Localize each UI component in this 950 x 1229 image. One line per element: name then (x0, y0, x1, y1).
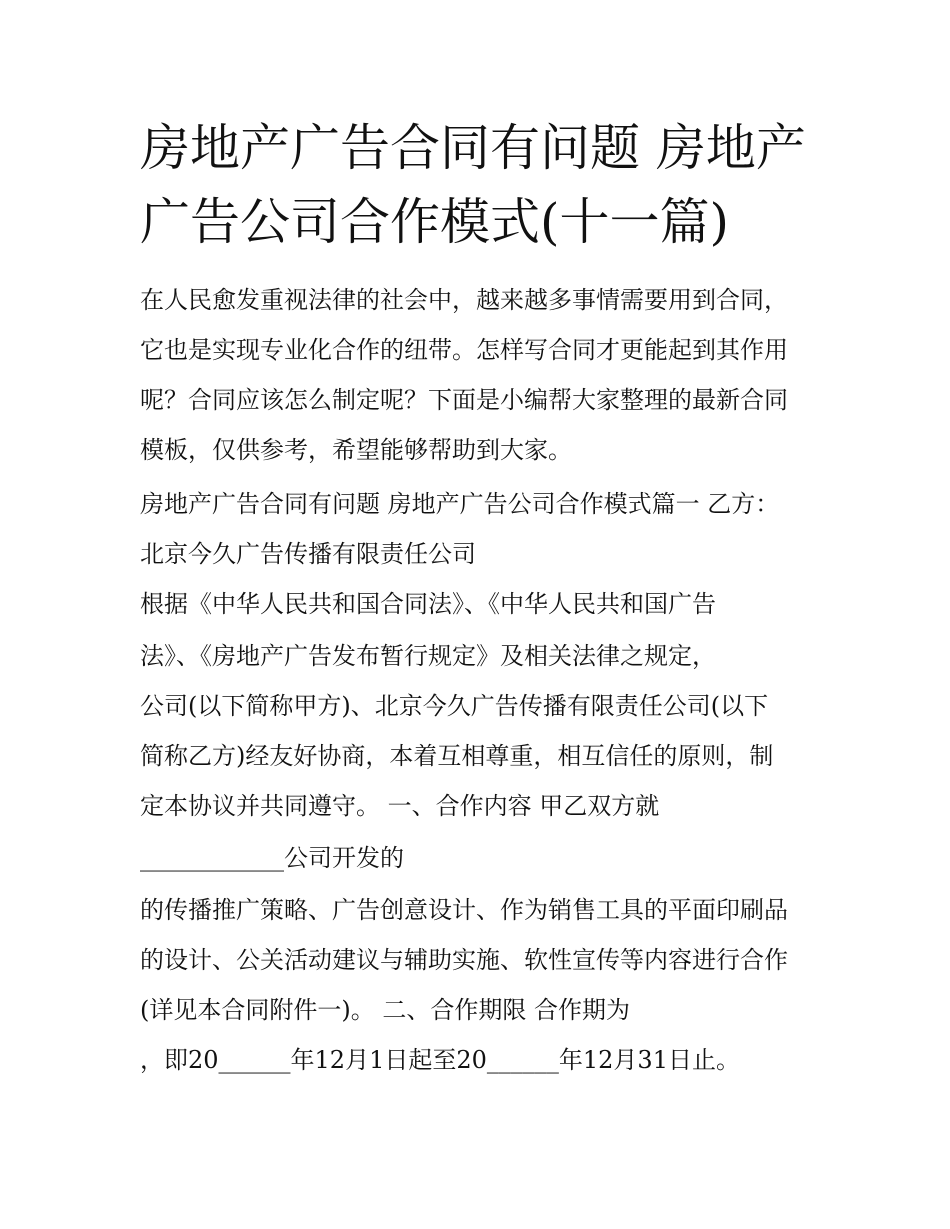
body-line-16: ，即20______年12月1日起至20______年12月31日止。 (140, 1046, 740, 1074)
body-line-8: 法》、《房地产广告发布暂行规定》及相关法律之规定， (140, 642, 716, 670)
body-line-7: 根据《中华人民共和国合同法》、《中华人民共和国广告 (140, 590, 716, 618)
body-line-10: 简称乙方)经友好协商，本着互相尊重，相互信任的原则，制 (140, 742, 774, 770)
document-title-line-2: 广告公司合作模式(十一篇) (140, 193, 730, 251)
body-line-13: 的传播推广策略、广告创意设计、作为销售工具的平面印刷品 (140, 896, 788, 924)
body-line-6: 北京今久广告传播有限责任公司 (140, 540, 476, 568)
body-line-11: 定本协议并共同遵守。 一、合作内容 甲乙双方就 (140, 792, 660, 820)
body-line-12: ____________公司开发的 (140, 844, 404, 872)
body-line-14: 的设计、公关活动建议与辅助实施、软性宣传等内容进行合作 (140, 946, 788, 974)
body-line-1: 在人民愈发重视法律的社会中，越来越多事情需要用到合同， (140, 286, 788, 314)
body-line-3: 呢？合同应该怎么制定呢？下面是小编帮大家整理的最新合同 (140, 386, 788, 414)
document-title-line-1: 房地产广告合同有问题 房地产 (140, 119, 806, 177)
body-line-2: 它也是实现专业化合作的纽带。怎样写合同才更能起到其作用 (140, 336, 788, 364)
body-line-5: 房地产广告合同有问题 房地产广告公司合作模式篇一 乙方： (140, 490, 780, 518)
body-line-9: 公司(以下简称甲方)、北京今久广告传播有限责任公司(以下 (140, 692, 769, 720)
body-line-4: 模板，仅供参考，希望能够帮助到大家。 (140, 436, 572, 464)
body-line-15: (详见本合同附件一)。 二、合作期限 合作期为 (140, 996, 630, 1024)
